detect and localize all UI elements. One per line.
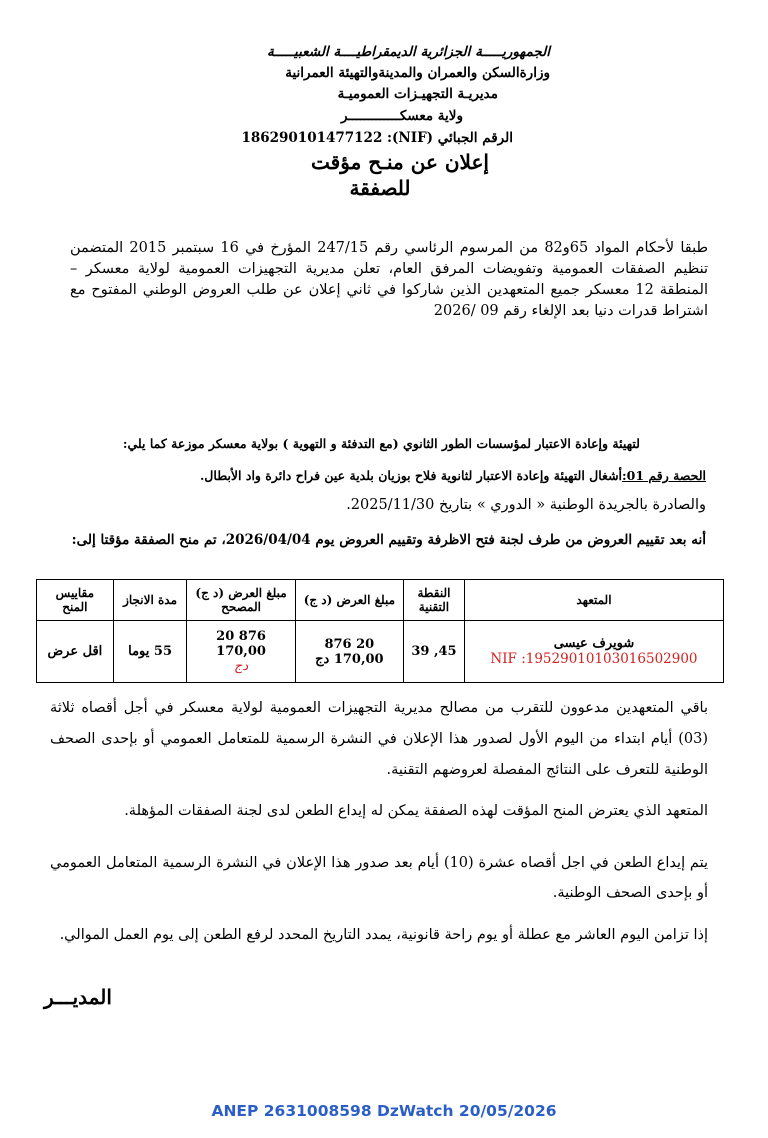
directorate-header: مديريـة التجهيـزات العموميـة (337, 86, 498, 102)
body-paragraph-3: يتم إيداع الطعن في اجل أقصاه عشرة (10) أيام بعد صدور هذا الإعلان في النشرة الرسمية المتعامل العمومي أو بإحدى الصحف الوطنية. (50, 855, 708, 901)
body-paragraph-4: إذا تزامن اليوم العاشر مع عطلة أو يوم راحة قانونية، يمدد التاريخ المحدد لرفع الطعن إلى يوم العمل الموالي. (59, 927, 708, 943)
ministry-header: وزارةالسكن والعمران والمدينةوالتهيئة العمرانية (285, 65, 550, 81)
nif-header: الرقم الجبائي (NIF): 186290101477122 (241, 130, 513, 146)
republic-header: الجمهوريـــــة الجزائرية الديمقراطيــــة الشعبيـــــة (267, 44, 550, 60)
intro-paragraph: طبقا لأحكام المواد 65و82 من المرسوم الرئاسي رقم 247/15 المؤرخ في 16 سبتمبر 2015 المتضمن تنظيم الصفقات العمومية وتفويضات المرفق العام، تعلن مديرية التجهيزات العمومية لولاية معسكر – المنطقة 12 معسكر جميع المتعهدين الذين شاركوا في ثاني إعلان عن طلب العروض الوطني المفتوح مع اشتراط قدرات دنيا بعد الإلغاء رقم 09 /2026 (70, 240, 708, 319)
lot-text: أشغال التهيئة وإعادة الاعتبار لثانوية فلاح بوزيان بلدية عين فراح دائرة واد الأبطال. (199, 468, 623, 483)
lot-label: الحصة رقم 01: (622, 468, 706, 483)
cell-bidder (464, 621, 723, 683)
header-offer-amount: مبلغ العرض (د ج) (295, 580, 403, 621)
table-header-row (37, 580, 724, 621)
cell-corrected-amount (187, 621, 295, 683)
header-duration: مدة الانجاز (113, 580, 187, 621)
bidder-name: شويرف عيسى (553, 636, 635, 651)
bidder-nif: NIF :19529010103016502900 (490, 651, 698, 667)
wilaya-header: ولاية معسكـــــــــــــر (340, 108, 463, 124)
cell-tech-score: 39 ,45 (404, 621, 465, 683)
corrected-amount-value: 20 876 170,00 (216, 629, 266, 659)
lot-line (200, 468, 706, 483)
signature: المديـــر (44, 985, 112, 1009)
body-paragraph-2: المتعهد الذي يعترض المنح المؤقت لهذه الصفقة يمكن له إيداع الطعن لدى لجنة الصفقات المؤهلة. (124, 803, 708, 819)
footer-reference: ANEP 2631008598 DzWatch 20/05/2026 (211, 1102, 557, 1120)
cell-duration: 55 يوما (113, 621, 187, 683)
cell-offer-amount: 20 876 170,00 دج (295, 621, 403, 683)
corrected-amount-currency: دج (233, 659, 249, 674)
results-table (36, 579, 724, 683)
body-paragraph-1: باقي المتعهدين مدعوون للتقرب من مصالح مديرية التجهيزات العمومية لولاية معسكر في أجل أقصاه ثلاثة (03) أيام ابتداء من اليوم الأول لصدور هذا الإعلان في النشرة الرسمية للمتعامل العمومي أو بإحدى الصحف الوطنية للتعرف على النتائج المفصلة لعروضهم التقنية. (50, 700, 708, 778)
evaluation-line: أنه بعد تقييم العروض من طرف لجنة فتح الاظرفة وتقييم العروض يوم 2026/04/04، تم منح الصفقة مؤقتا إلى: (71, 532, 706, 548)
publication-line: والصادرة بالجريدة الوطنية « الدوري » بتاريخ 2025/11/30. (346, 497, 706, 513)
table-row (37, 621, 724, 683)
page-subtitle: للصفقة (349, 176, 411, 200)
header-tech-score: النقطة التقنية (404, 580, 465, 621)
page-title: إعلان عن منـح مؤقت (311, 150, 489, 174)
cell-criteria: اقل عرض (37, 621, 114, 683)
project-description: لتهيئة وإعادة الاعتبار لمؤسسات الطور الثانوي (مع التدفئة و التهوية ) بولاية معسكر موزعة كما يلي: (122, 436, 640, 451)
header-corrected-amount: مبلغ العرض (د ج) المصحح (187, 580, 295, 621)
header-bidder: المتعهد (464, 580, 723, 621)
header-criteria: مقاييس المنح (37, 580, 114, 621)
